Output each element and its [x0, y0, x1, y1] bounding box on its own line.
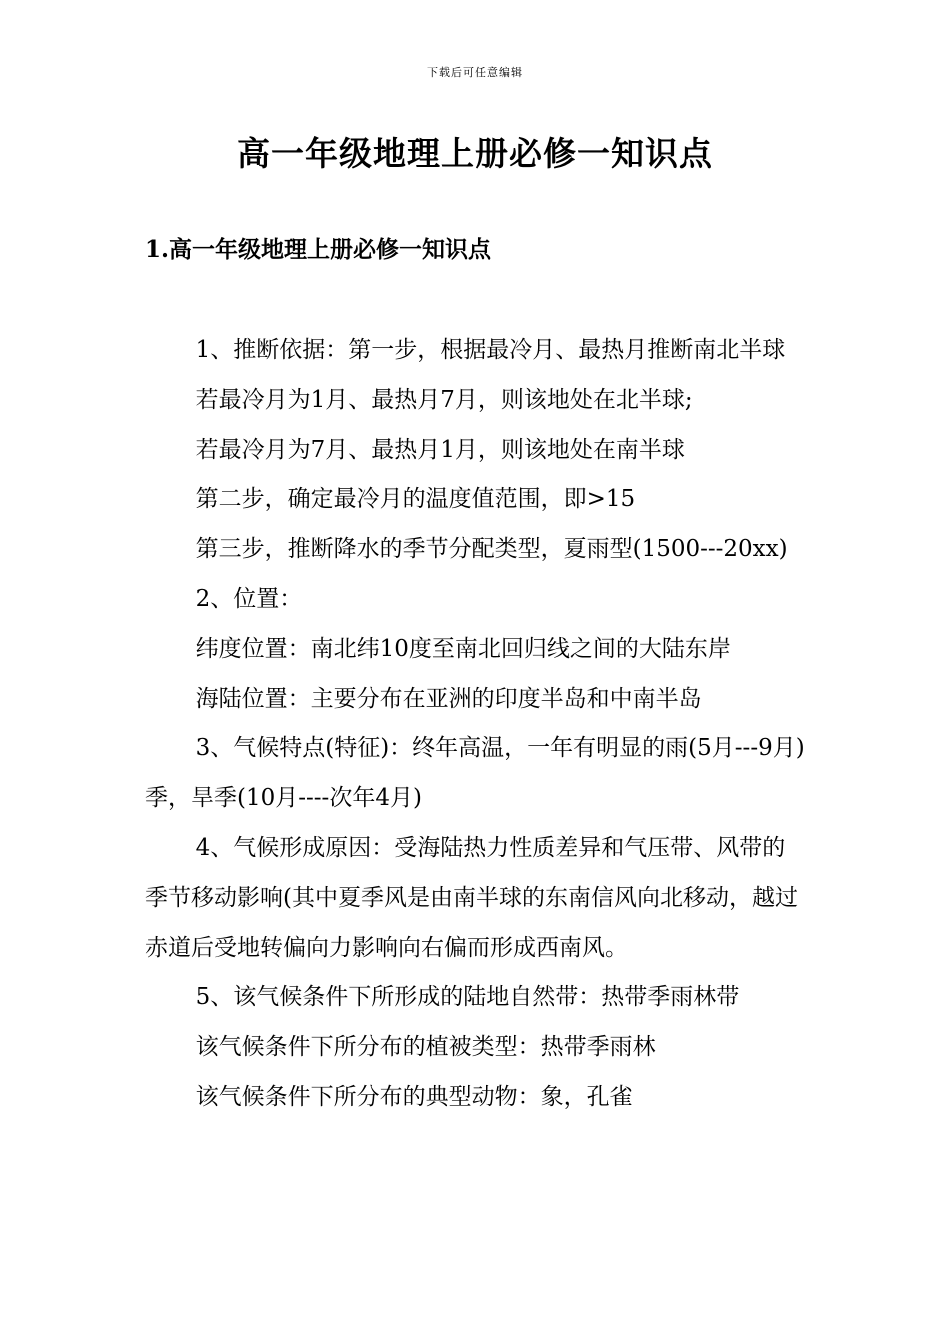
header-note: 下载后可任意编辑 — [427, 66, 523, 79]
paragraph: 第二步，确定最冷月的温度值范围，即>15 — [195, 486, 636, 513]
document-body — [145, 326, 807, 1123]
paragraph: 1、推断依据：第一步，根据最冷月、最热月推断南北半球 — [195, 337, 786, 363]
paragraph: 该气候条件下所分布的植被类型：热带季雨林 — [195, 1034, 656, 1061]
paragraph: 若最冷月为7月、最热月1月，则该地处在南半球 — [195, 436, 685, 463]
paragraph: 海陆位置：主要分布在亚洲的印度半岛和中南半岛 — [195, 685, 702, 712]
paragraph: 5、该气候条件下所形成的陆地自然带：热带季雨林带 — [195, 984, 740, 1011]
paragraph: 若最冷月为1月、最热月7月，则该地处在北半球; — [195, 386, 693, 413]
paragraph: 3、气候特点(特征)：终年高温，一年有明显的雨(5月---9月)季，旱季(10月----次年4月) — [145, 735, 805, 812]
paragraph: 纬度位置：南北纬10度至南北回归线之间的大陆东岸 — [195, 635, 731, 662]
document-title: 高一年级地理上册必修一知识点 — [237, 134, 713, 173]
paragraph: 4、气候形成原因：受海陆热力性质差异和气压带、风带的季节移动影响(其中夏季风是由南半球的东南信风向北移动，越过赤道后受地转偏向力影响向右偏而形成西南风。 — [145, 834, 798, 961]
paragraph: 该气候条件下所分布的典型动物：象，孔雀 — [195, 1083, 633, 1110]
section-heading: 1.高一年级地理上册必修一知识点 — [145, 236, 492, 263]
paragraph: 第三步，推断降水的季节分配类型，夏雨型(1500---20xx) — [195, 536, 788, 563]
paragraph: 2、位置： — [195, 585, 303, 612]
